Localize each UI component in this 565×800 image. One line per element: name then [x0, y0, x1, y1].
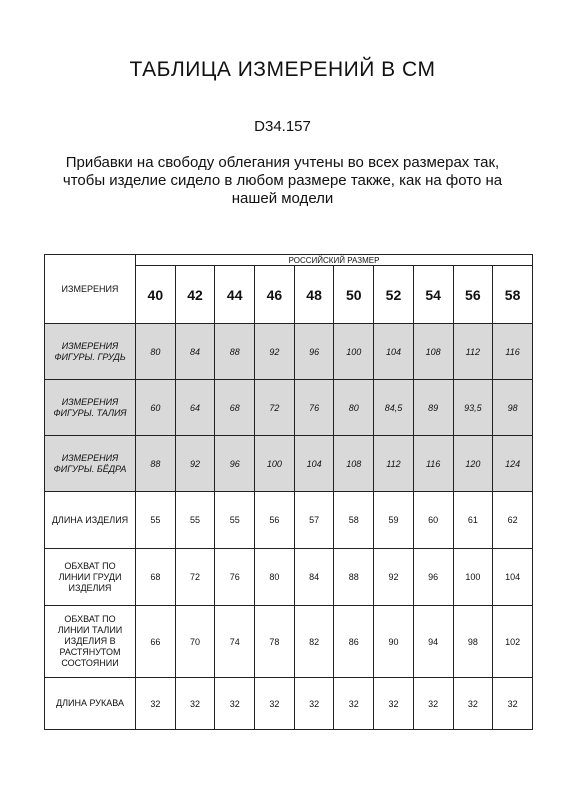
row-label: ИЗМЕРЕНИЯ ФИГУРЫ. ТАЛИЯ	[45, 380, 136, 436]
table-cell: 100	[334, 324, 374, 380]
table-cell: 90	[374, 606, 414, 678]
table-cell: 98	[493, 380, 533, 436]
table-row	[45, 380, 533, 436]
table-cell: 104	[493, 549, 533, 606]
table-cell: 32	[294, 678, 334, 730]
table-cell: 89	[413, 380, 453, 436]
table-row	[45, 492, 533, 549]
table-cell: 56	[255, 492, 295, 549]
table-cell: 96	[413, 549, 453, 606]
table-cell: 92	[374, 549, 414, 606]
table-cell: 92	[255, 324, 295, 380]
size-header: 44	[215, 266, 255, 324]
size-header: 56	[453, 266, 493, 324]
size-header: 50	[334, 266, 374, 324]
table-cell: 32	[453, 678, 493, 730]
table-cell: 116	[413, 436, 453, 492]
size-header: 40	[136, 266, 176, 324]
table-cell: 80	[136, 324, 176, 380]
table-cell: 100	[255, 436, 295, 492]
table-row	[45, 436, 533, 492]
table-row	[45, 324, 533, 380]
row-label: ОБХВАТ ПО ЛИНИИ ГРУДИ ИЗДЕЛИЯ	[45, 549, 136, 606]
table-cell: 102	[493, 606, 533, 678]
table-cell: 100	[453, 549, 493, 606]
table-cell: 108	[413, 324, 453, 380]
table-cell: 32	[493, 678, 533, 730]
russian-size-header: РОССИЙСКИЙ РАЗМЕР	[136, 255, 533, 266]
table-cell: 93,5	[453, 380, 493, 436]
table-cell: 82	[294, 606, 334, 678]
table-cell: 88	[136, 436, 176, 492]
table-cell: 72	[175, 549, 215, 606]
table-cell: 104	[374, 324, 414, 380]
table-cell: 68	[215, 380, 255, 436]
page-title: ТАБЛИЦА ИЗМЕРЕНИЙ В СМ	[129, 58, 436, 81]
table-cell: 66	[136, 606, 176, 678]
size-header: 58	[493, 266, 533, 324]
measurements-header: ИЗМЕРЕНИЯ	[45, 255, 136, 324]
table-cell: 55	[136, 492, 176, 549]
table-cell: 86	[334, 606, 374, 678]
table-row	[45, 549, 533, 606]
table-row	[45, 606, 533, 678]
table-cell: 80	[334, 380, 374, 436]
size-header: 54	[413, 266, 453, 324]
table-cell: 60	[413, 492, 453, 549]
table-cell: 104	[294, 436, 334, 492]
table-cell: 112	[453, 324, 493, 380]
row-label: ИЗМЕРЕНИЯ ФИГУРЫ. БЁДРА	[45, 436, 136, 492]
table-cell: 55	[175, 492, 215, 549]
size-header: 48	[294, 266, 334, 324]
table-cell: 32	[374, 678, 414, 730]
table-cell: 32	[175, 678, 215, 730]
table-cell: 70	[175, 606, 215, 678]
table-row	[45, 678, 533, 730]
table-cell: 32	[136, 678, 176, 730]
table-cell: 58	[334, 492, 374, 549]
size-header: 46	[255, 266, 295, 324]
table-cell: 112	[374, 436, 414, 492]
table-cell: 60	[136, 380, 176, 436]
table-cell: 74	[215, 606, 255, 678]
size-header: 42	[175, 266, 215, 324]
table-cell: 92	[175, 436, 215, 492]
product-code: D34.157	[254, 118, 311, 135]
table-cell: 84	[294, 549, 334, 606]
row-label: ОБХВАТ ПО ЛИНИИ ТАЛИИ ИЗДЕЛИЯ В РАСТЯНУТОМ СОСТОЯНИИ	[45, 606, 136, 678]
table-cell: 32	[413, 678, 453, 730]
table-cell: 76	[294, 380, 334, 436]
table-cell: 76	[215, 549, 255, 606]
table-cell: 88	[215, 324, 255, 380]
row-label: ИЗМЕРЕНИЯ ФИГУРЫ. ГРУДЬ	[45, 324, 136, 380]
table-cell: 68	[136, 549, 176, 606]
table-cell: 124	[493, 436, 533, 492]
table-cell: 84,5	[374, 380, 414, 436]
table-cell: 88	[334, 549, 374, 606]
table-cell: 116	[493, 324, 533, 380]
table-cell: 55	[215, 492, 255, 549]
table-cell: 94	[413, 606, 453, 678]
table-cell: 96	[294, 324, 334, 380]
table-cell: 32	[215, 678, 255, 730]
table-cell: 32	[255, 678, 295, 730]
size-table	[44, 254, 533, 730]
row-label: ДЛИНА ИЗДЕЛИЯ	[45, 492, 136, 549]
table-cell: 61	[453, 492, 493, 549]
table-cell: 80	[255, 549, 295, 606]
table-cell: 96	[215, 436, 255, 492]
size-header: 52	[374, 266, 414, 324]
table-cell: 78	[255, 606, 295, 678]
table-cell: 59	[374, 492, 414, 549]
table-cell: 72	[255, 380, 295, 436]
fit-note: Прибавки на свободу облегания учтены во всех размерах так, чтобы изделие сидело в любом размере также, как на фото на нашей модели	[62, 154, 503, 207]
table-cell: 98	[453, 606, 493, 678]
table-cell: 120	[453, 436, 493, 492]
table-cell: 57	[294, 492, 334, 549]
table-cell: 108	[334, 436, 374, 492]
table-cell: 64	[175, 380, 215, 436]
table-cell: 62	[493, 492, 533, 549]
row-label: ДЛИНА РУКАВА	[45, 678, 136, 730]
table-cell: 32	[334, 678, 374, 730]
table-cell: 84	[175, 324, 215, 380]
